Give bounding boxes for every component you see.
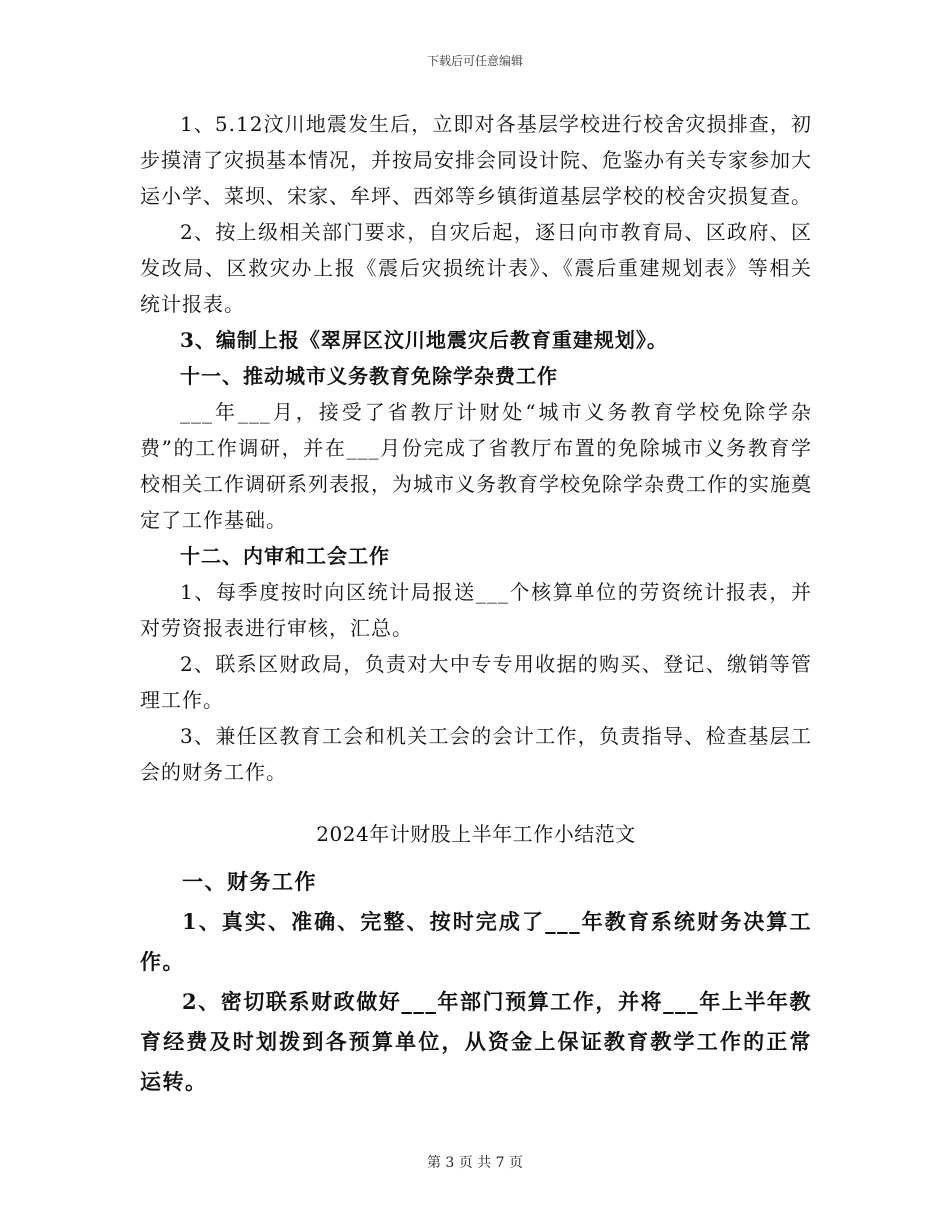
- page-number: 第 3 页 共 7 页: [426, 1155, 524, 1171]
- section-title: 2024年计财股上半年工作小结范文: [316, 822, 636, 846]
- paragraph-reconstruction-plan: 3、编制上报《翠屏区汶川地震灾后教育重建规划》。: [180, 328, 668, 352]
- paragraph-budget-work: 2、密切联系财政做好___年部门预算工作，并将___年上半年教育经费及时划拨到各预算单位，从资金上保证教育教学工作的正常运转。: [140, 989, 812, 1094]
- heading-section-twelve: 十二、内审和工会工作: [180, 544, 390, 568]
- heading-section-eleven: 十一、推动城市义务教育免除学杂费工作: [180, 364, 558, 388]
- paragraph-union-accounting: 3、兼任区教育工会和机关工会的会计工作，负责指导、检查基层工会的财务工作。: [140, 724, 812, 784]
- heading-financial-work: 一、财务工作: [182, 869, 317, 894]
- paragraph-receipt-management: 2、联系区财政局，负责对大中专专用收据的购买、登记、缴销等管理工作。: [140, 652, 812, 712]
- paragraph-final-accounts: 1、真实、准确、完整、按时完成了___年教育系统财务决算工作。: [140, 909, 812, 974]
- document-body: [140, 106, 812, 1102]
- paragraph-labor-statistics: 1、每季度按时向区统计局报送___个核算单位的劳资统计报表，并对劳资报表进行审核，汇总。: [140, 580, 812, 640]
- paragraph-report-statistics: 2、按上级相关部门要求，自灾后起，逐日向市教育局、区政府、区发改局、区救灾办上报《震后灾损统计表》、《震后重建规划表》等相关统计报表。: [140, 220, 812, 316]
- page-header-note: 下载后可任意编辑: [426, 54, 523, 68]
- paragraph-fee-exemption: ___年___月，接受了省教厅计财处“城市义务教育学校免除学杂费”的工作调研，并在___月份完成了省教厅布置的免除城市义务教育学校相关工作调研系列表报，为城市义务教育学校免除学杂费工作的实施奠定了工作基础。: [140, 400, 812, 532]
- paragraph-earthquake-inspection: 1、5.12汶川地震发生后，立即对各基层学校进行校舍灾损排查，初步摸清了灾损基本情况，并按局安排会同设计院、危鉴办有关专家参加大运小学、菜坝、宋家、牟坪、西郊等乡镇街道基层学校的校舍灾损复查。: [140, 112, 812, 208]
